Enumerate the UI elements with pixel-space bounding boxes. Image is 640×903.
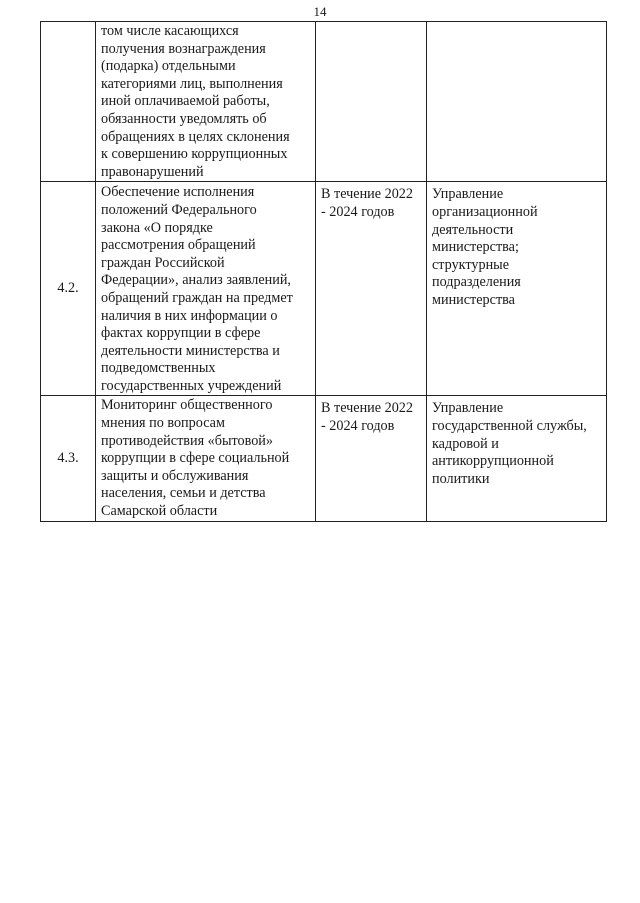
deadline: В течение 2022 - 2024 годов: [316, 182, 427, 396]
deadline: [316, 22, 427, 182]
measure-description: Мониторинг общественного мнения по вопросам противодействия «бытовой» коррупции в сфере социальной защиты и обслуживания населения, семьи и детства Самарской области: [96, 396, 316, 521]
responsible-unit: [427, 22, 607, 182]
deadline: В течение 2022 - 2024 годов: [316, 396, 427, 521]
row-number: [41, 22, 96, 182]
table-row: [41, 182, 607, 396]
measure-description: Обеспечение исполнения положений Федерального закона «О порядке рассмотрения обращений граждан Российской Федерации», анализ заявлений, обращений граждан на предмет наличия в них информации о фактах коррупции в сфере деятельности министерства и подведомственных государственных учреждений: [96, 182, 316, 396]
table-row: [41, 396, 607, 521]
page-number: 14: [313, 4, 327, 19]
table-row: [41, 22, 607, 182]
responsible-unit: Управление организационной деятельности министерства; структурные подразделения министерства: [427, 182, 607, 396]
measures-table: [40, 21, 607, 522]
row-number: 4.2.: [41, 182, 96, 396]
row-number: 4.3.: [41, 396, 96, 521]
measure-description: том числе касающихся получения вознаграждения (подарка) отдельными категориями лиц, выполнения иной оплачиваемой работы, обязанности уведомлять об обращениях в целях склонения к совершению коррупционных правонарушений: [96, 22, 316, 182]
responsible-unit: Управление государственной службы, кадровой и антикоррупционной политики: [427, 396, 607, 521]
